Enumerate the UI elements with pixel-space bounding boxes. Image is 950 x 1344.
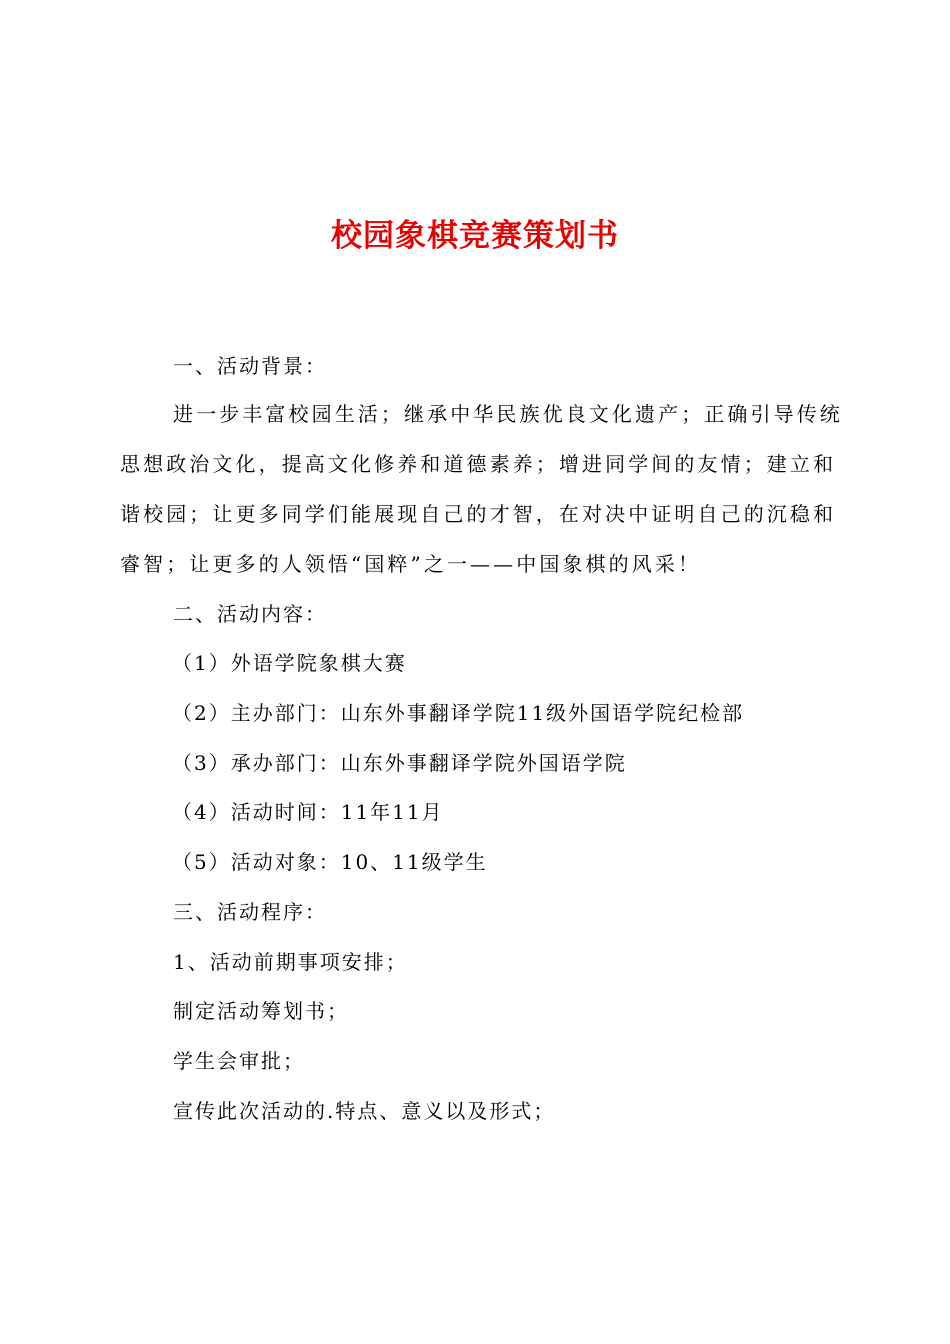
document-title: 校园象棋竞赛策划书 — [331, 218, 619, 254]
procedure-line: 宣传此次活动的.特点、意义以及形式； — [173, 1099, 556, 1123]
procedure-line: 学生会审批； — [173, 1049, 305, 1073]
background-paragraph-line: 进一步丰富校园生活；继承中华民族优良文化遗产；正确引导传统 — [173, 402, 843, 426]
content-list-item: （5）活动对象：10、11级学生 — [172, 850, 488, 874]
background-paragraph-line: 谐校园；让更多同学们能展现自己的才智，在对决中证明自己的沉稳和 — [120, 502, 837, 526]
content-list-item: （4）活动时间：11年11月 — [172, 800, 444, 824]
procedure-line: 1、活动前期事项安排； — [173, 950, 408, 974]
section-heading-procedure: 三、活动程序： — [173, 900, 327, 924]
content-list-item: （1）外语学院象棋大赛 — [172, 651, 407, 675]
content-list-item: （2）主办部门：山东外事翻译学院11级外国语学院纪检部 — [172, 701, 745, 725]
section-heading-content: 二、活动内容： — [173, 602, 327, 626]
background-paragraph-line: 思想政治文化，提高文化修养和道德素养；增进同学间的友情；建立和 — [120, 452, 837, 476]
content-list-item: （3）承办部门：山东外事翻译学院外国语学院 — [172, 751, 627, 775]
background-paragraph-line: 睿智；让更多的人领悟“国粹”之一——中国象棋的风采！ — [120, 552, 702, 576]
procedure-line: 制定活动筹划书； — [173, 999, 349, 1023]
section-heading-background: 一、活动背景： — [173, 354, 327, 378]
